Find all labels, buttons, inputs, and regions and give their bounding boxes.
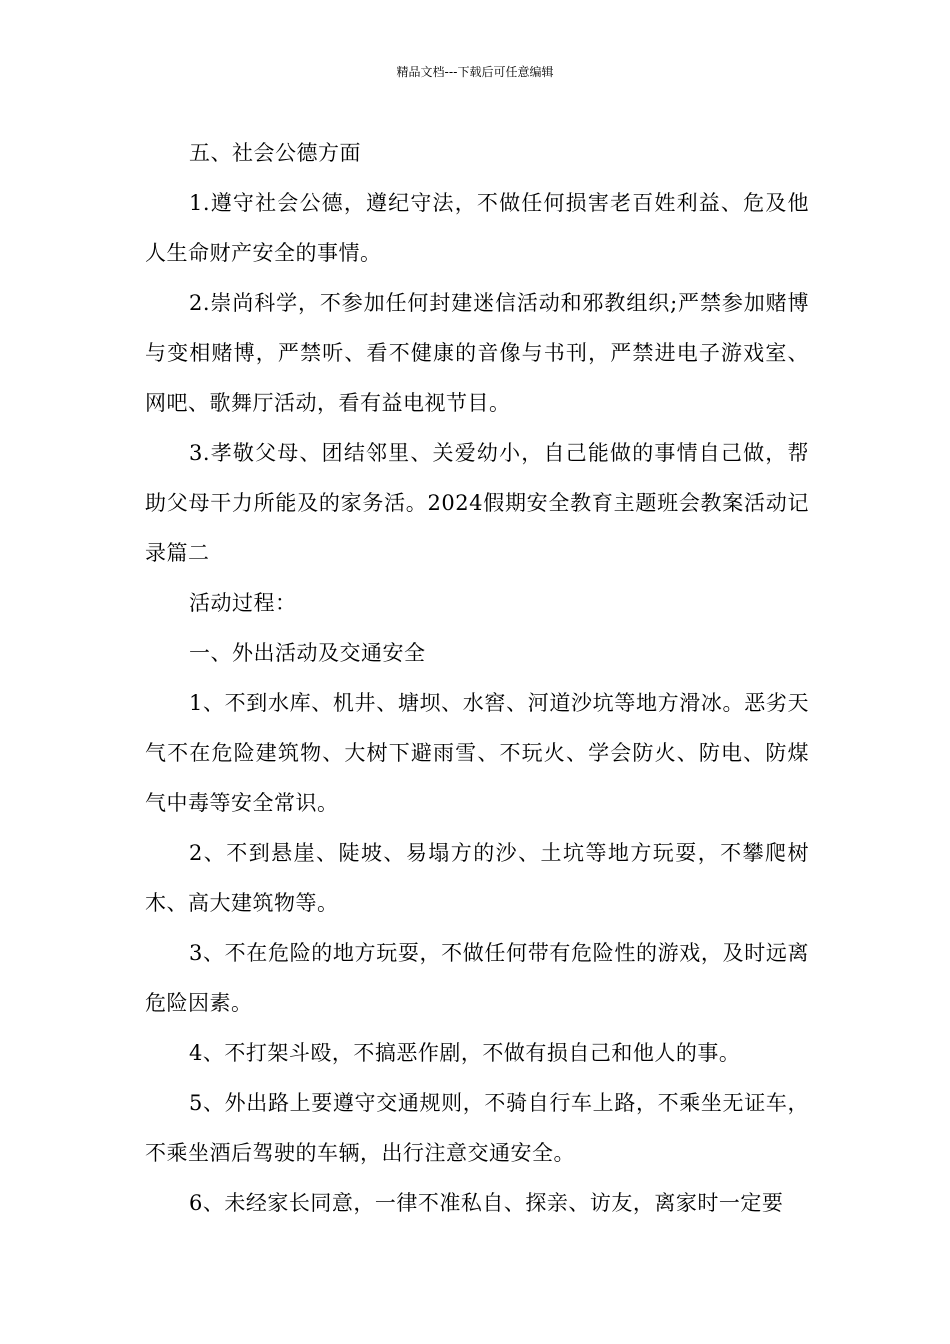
page-header: 精品文档---下载后可任意编辑: [396, 65, 554, 79]
safety-rule-2: 2、不到悬崖、陡坡、易塌方的沙、土坑等地方玩耍，不攀爬树木、高大建筑物等。: [145, 841, 809, 915]
paragraph-item-3: 3.孝敬父母、团结邻里、关爱幼小，自己能做的事情自己做，帮助父母干力所能及的家务活。2024假期安全教育主题班会教案活动记录篇二: [145, 441, 809, 565]
section-heading-traffic-safety: 一、外出活动及交通安全: [189, 641, 426, 665]
document-body: [145, 128, 809, 1228]
safety-rule-5: 5、外出路上要遵守交通规则，不骑自行车上路，不乘坐无证车，不乘坐酒后驾驶的车辆，出行注意交通安全。: [145, 1091, 809, 1165]
paragraph-item-1: 1.遵守社会公德，遵纪守法，不做任何损害老百姓利益、危及他人生命财产安全的事情。: [145, 191, 809, 265]
paragraph-item-2: 2.崇尚科学，不参加任何封建迷信活动和邪教组织;严禁参加赌博与变相赌博，严禁听、看不健康的音像与书刊，严禁进电子游戏室、网吧、歌舞厅活动，看有益电视节目。: [145, 291, 809, 415]
safety-rule-6: 6、未经家长同意，一律不准私自、探亲、访友，离家时一定要: [189, 1191, 784, 1215]
safety-rule-1: 1、不到水库、机井、塘坝、水窖、河道沙坑等地方滑冰。恶劣天气不在危险建筑物、大树下避雨雪、不玩火、学会防火、防电、防煤气中毒等安全常识。: [145, 691, 809, 815]
section-heading-social-ethics: 五、社会公德方面: [189, 141, 361, 165]
safety-rule-3: 3、不在危险的地方玩耍，不做任何带有危险性的游戏，及时远离危险因素。: [145, 941, 809, 1015]
safety-rule-4: 4、不打架斗殴，不搞恶作剧，不做有损自己和他人的事。: [189, 1041, 741, 1065]
activity-process-heading: 活动过程：: [189, 591, 297, 615]
